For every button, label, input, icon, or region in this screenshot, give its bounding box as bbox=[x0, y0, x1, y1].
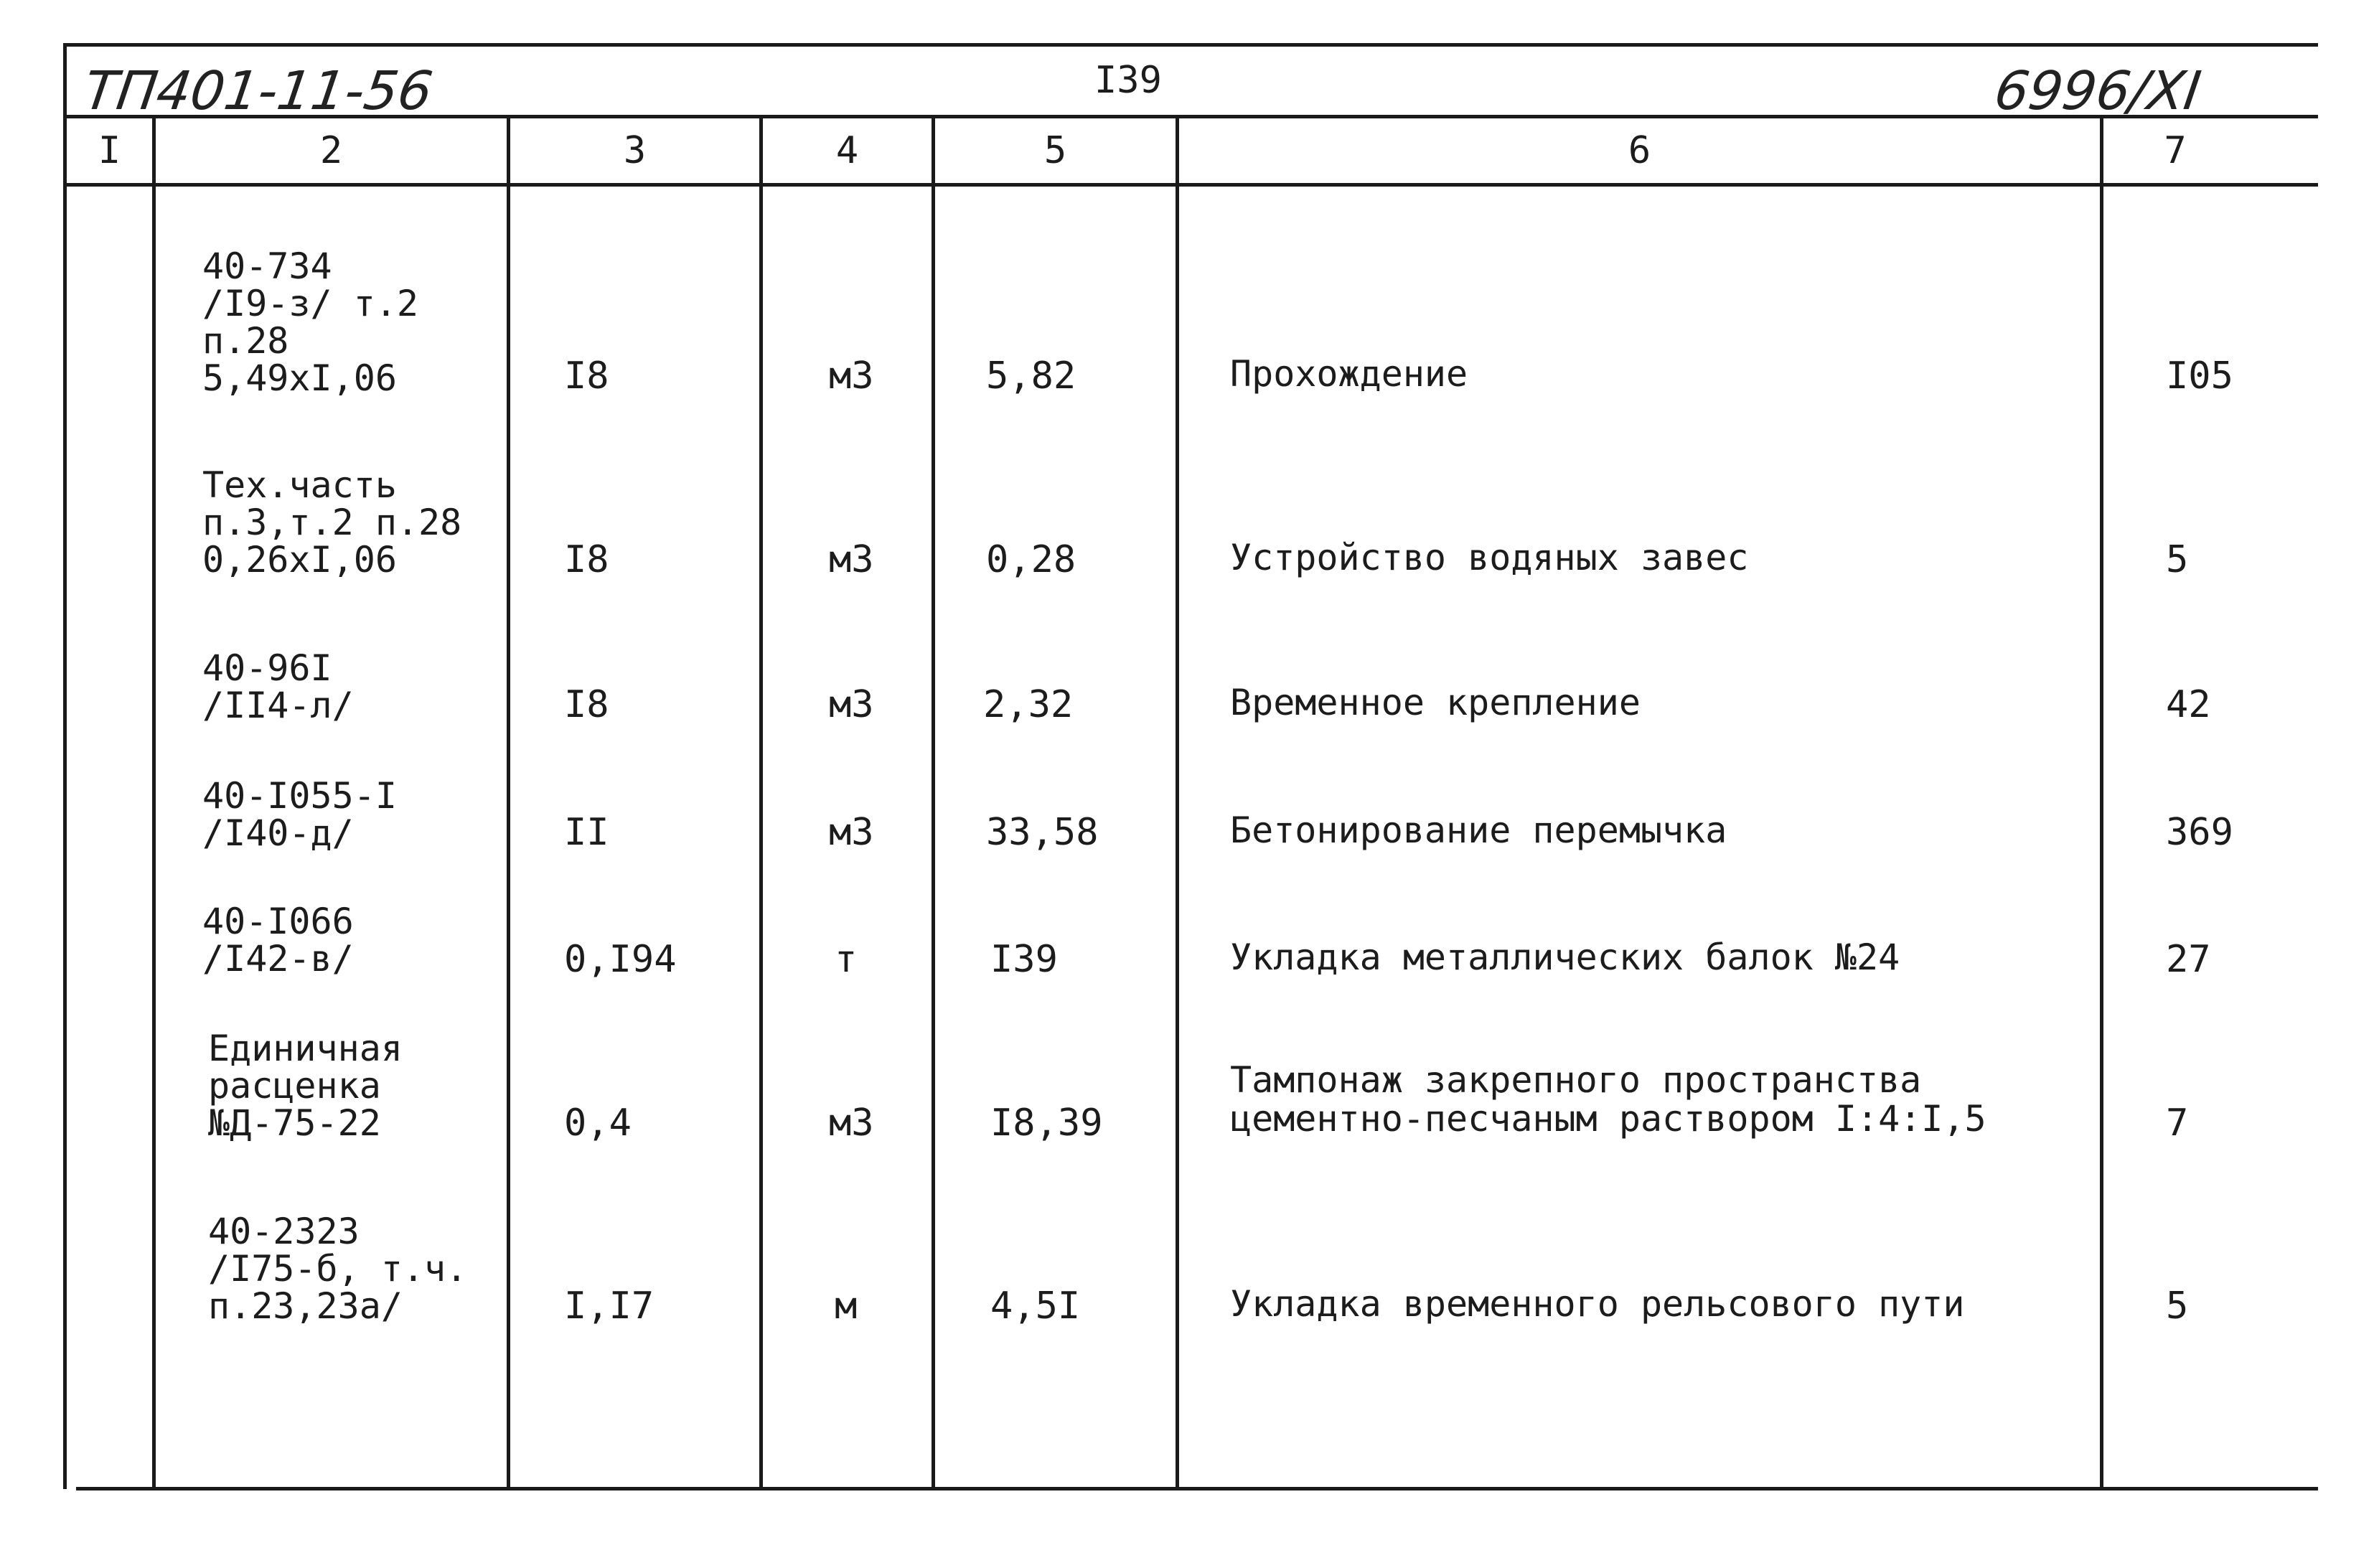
table-row-6-work: Тампонаж закрепного пространства цементно-песчаным раствором I:4:I,5 bbox=[1230, 1059, 1986, 1140]
table-row-7-ref: 40-2323 /I75-б, т.ч. п.23,23а/ bbox=[208, 1211, 468, 1327]
table-row-1-ref: 40-734 /I9-з/ т.2 п.28 5,49хI,06 bbox=[202, 245, 419, 399]
sheet-code: 6996/XI bbox=[1990, 60, 2205, 122]
table-row-3-volume: 2,32 bbox=[983, 683, 1074, 726]
left-border bbox=[63, 43, 67, 1489]
table-row-1-total: I05 bbox=[2166, 355, 2233, 398]
col-header-6: 6 bbox=[1628, 129, 1651, 172]
col-header-4: 4 bbox=[835, 129, 859, 172]
col-divider-4 bbox=[932, 116, 935, 1489]
table-row-4-qty: II bbox=[564, 811, 609, 854]
table-row-2-ref: Тех.часть п.3,т.2 п.28 0,26хI,06 bbox=[202, 464, 462, 581]
table-row-5-unit: т bbox=[835, 938, 858, 981]
col-header-7: 7 bbox=[2164, 129, 2187, 172]
col-divider-3 bbox=[759, 116, 763, 1489]
col-divider-5 bbox=[1176, 116, 1179, 1489]
page-number: I39 bbox=[1094, 59, 1162, 102]
table-row-5-qty: 0,I94 bbox=[564, 938, 677, 981]
doc-code: ТП401-11-56 bbox=[80, 60, 436, 122]
table-row-7-total: 5 bbox=[2166, 1285, 2189, 1328]
table-row-4-volume: 33,58 bbox=[986, 811, 1099, 854]
col-divider-1 bbox=[152, 116, 156, 1489]
table-row-2-work: Устройство водяных завес bbox=[1230, 537, 1749, 578]
col-header-2: 2 bbox=[319, 129, 343, 172]
table-row-3-work: Временное крепление bbox=[1230, 682, 1641, 723]
table-row-7-volume: 4,5I bbox=[990, 1285, 1081, 1328]
table-row-7-unit: м bbox=[835, 1285, 858, 1328]
table-row-2-unit: м3 bbox=[829, 538, 874, 581]
col-header-5: 5 bbox=[1043, 129, 1067, 172]
table-row-7-qty: I,I7 bbox=[564, 1285, 655, 1328]
table-row-4-unit: м3 bbox=[829, 811, 874, 854]
table-row-4-ref: 40-I055-I /I40-д/ bbox=[202, 775, 397, 854]
table-row-2-qty: I8 bbox=[564, 538, 609, 581]
table-row-5-work: Укладка металлических балок №24 bbox=[1230, 936, 1900, 978]
table-row-3-qty: I8 bbox=[564, 683, 609, 726]
table-row-6-volume: I8,39 bbox=[990, 1102, 1103, 1145]
table-row-6-total: 7 bbox=[2166, 1102, 2189, 1145]
col-header-3: 3 bbox=[623, 129, 647, 172]
table-row-4-total: 369 bbox=[2166, 811, 2233, 854]
top-border bbox=[63, 43, 2318, 47]
table-row-5-total: 27 bbox=[2166, 938, 2211, 981]
table-row-1-work: Прохождение bbox=[1230, 353, 1468, 395]
table-row-1-unit: м3 bbox=[829, 355, 874, 398]
table-row-5-volume: I39 bbox=[990, 938, 1058, 981]
table-row-2-total: 5 bbox=[2166, 538, 2189, 581]
table-row-5-ref: 40-I066 /I42-в/ bbox=[202, 901, 354, 980]
col-divider-2 bbox=[507, 116, 510, 1489]
col-header-1: I bbox=[98, 129, 121, 172]
table-row-6-ref: Единичная расценка №Д-75-22 bbox=[208, 1028, 403, 1144]
header-rule bbox=[63, 183, 2318, 187]
table-row-1-volume: 5,82 bbox=[986, 355, 1076, 398]
bottom-border bbox=[76, 1487, 2318, 1490]
table-row-3-ref: 40-96I /II4-л/ bbox=[202, 647, 354, 726]
table-row-1-qty: I8 bbox=[564, 355, 609, 398]
table-row-3-total: 42 bbox=[2166, 683, 2211, 726]
table-row-3-unit: м3 bbox=[829, 683, 874, 726]
table-row-7-work: Укладка временного рельсового пути bbox=[1230, 1283, 1965, 1325]
table-row-6-unit: м3 bbox=[829, 1102, 874, 1145]
table-row-4-work: Бетонирование перемычка bbox=[1230, 809, 1727, 851]
table-row-2-volume: 0,28 bbox=[986, 538, 1076, 581]
col-divider-6 bbox=[2100, 116, 2103, 1489]
table-row-6-qty: 0,4 bbox=[564, 1102, 632, 1145]
